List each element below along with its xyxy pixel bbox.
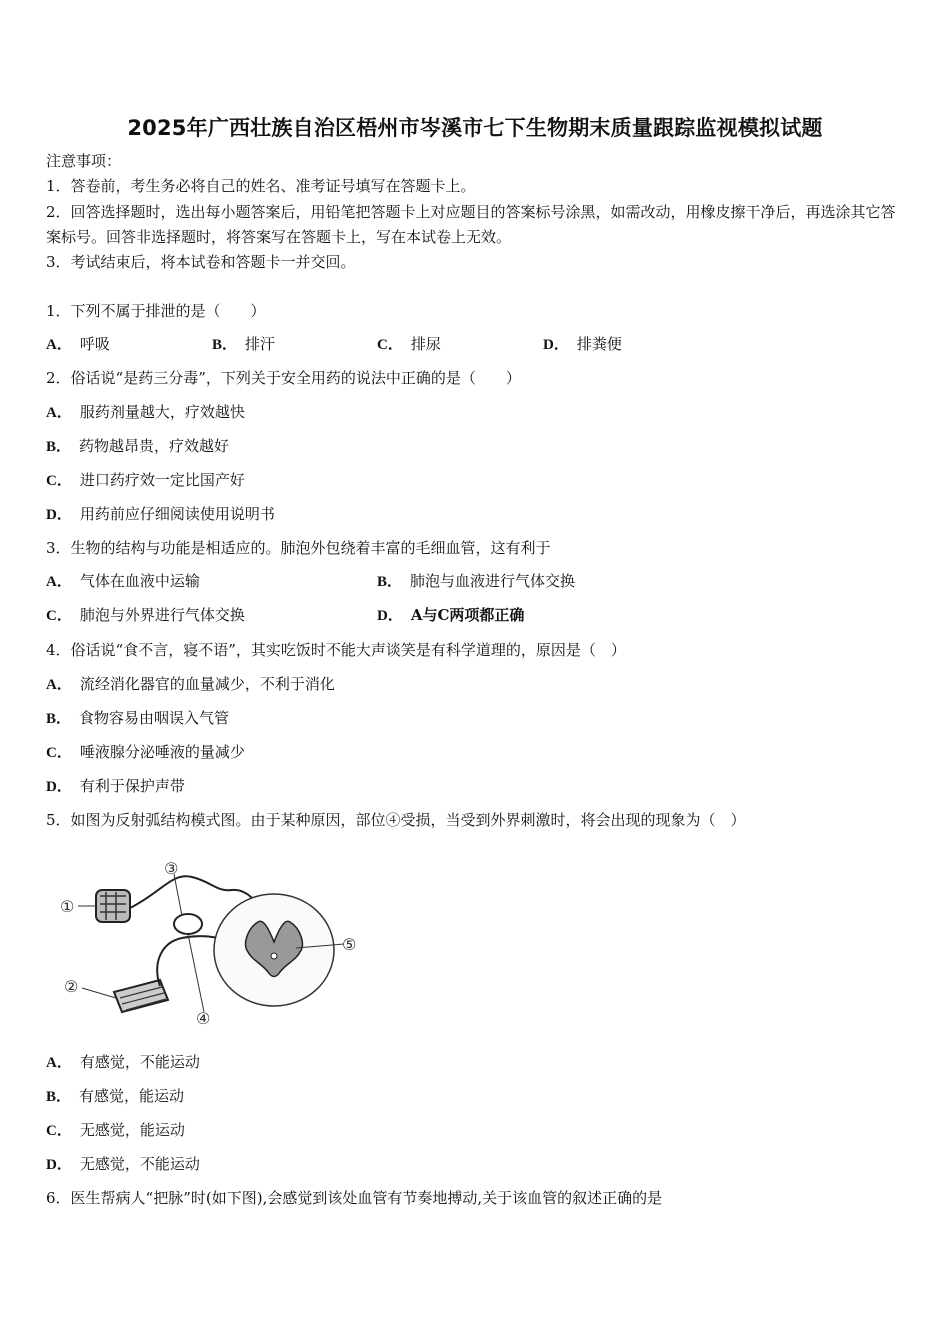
question-6-stem: 6．医生帮病人“把脉”时(如下图),会感觉到该处血管有节奏地搏动,关于该血管的叙述正确的是	[46, 1189, 663, 1207]
figure-label-2: ②	[64, 977, 79, 996]
option-label: C．	[46, 608, 72, 624]
question-3-option-a	[46, 570, 200, 593]
question-2-option-b	[46, 435, 229, 458]
option-text: 无感觉，能运动	[79, 1121, 185, 1139]
option-text: 有感觉，能运动	[79, 1087, 185, 1105]
option-text: 药物越昂贵，疗效越好	[79, 437, 230, 455]
question-5-option-c	[46, 1119, 185, 1142]
option-text: A与C两项都正确	[410, 606, 525, 624]
option-label: D．	[46, 1157, 72, 1173]
option-label: B．	[377, 574, 403, 590]
option-text: 呼吸	[79, 335, 110, 353]
option-text: 排粪便	[576, 335, 622, 353]
question-5-stem: 5．如图为反射弧结构模式图。由于某种原因，部位④受损，当受到外界刺激时，将会出现的现象为（ ）	[46, 811, 746, 829]
figure-label-3: ③	[164, 859, 179, 878]
option-text: 有感觉，不能运动	[79, 1053, 200, 1071]
question-3-option-c	[46, 604, 245, 627]
question-3-stem: 3．生物的结构与功能是相适应的。肺泡外包绕着丰富的毛细血管，这有利于	[46, 539, 551, 557]
question-4-option-a	[46, 673, 335, 696]
option-text: 服药剂量越大，疗效越快	[79, 403, 245, 421]
notice-item-1: 1．答卷前，考生务必将自己的姓名、准考证号填写在答题卡上。	[46, 177, 476, 195]
question-2-option-c	[46, 469, 245, 492]
option-label: C．	[46, 1123, 72, 1139]
question-3-option-b	[377, 570, 575, 593]
reflex-arc-diagram	[52, 852, 364, 1032]
question-1-option-d	[543, 333, 622, 356]
option-text: 流经消化器官的血量减少，不利于消化	[79, 675, 335, 693]
option-text: 排尿	[410, 335, 441, 353]
question-5-option-b	[46, 1085, 184, 1108]
option-text: 肺泡与外界进行气体交换	[79, 606, 245, 624]
option-label: B．	[46, 711, 72, 727]
option-text: 有利于保护声带	[79, 777, 185, 795]
question-5-option-d	[46, 1153, 200, 1176]
question-4-option-c	[46, 741, 245, 764]
option-label: D．	[377, 608, 403, 624]
figure-label-5: ⑤	[342, 935, 357, 954]
notice-item-3: 3．考试结束后，将本试卷和答题卡一并交回。	[46, 253, 356, 271]
option-label: C．	[377, 337, 403, 353]
question-2-option-d	[46, 503, 275, 526]
figure-label-4: ④	[196, 1009, 211, 1028]
option-label: D．	[46, 507, 72, 523]
question-5-option-a	[46, 1051, 200, 1074]
option-text: 进口药疗效一定比国产好	[79, 471, 245, 489]
option-text: 气体在血液中运输	[79, 572, 200, 590]
option-label: B．	[46, 439, 72, 455]
notice-item-2: 2．回答选择题时，选出每小题答案后，用铅笔把答题卡上对应题目的答案标号涂黑，如需改动，用橡皮擦干净后，再选涂其它答案标号。回答非选择题时，将答案写在答题卡上，写在本试卷上无效。	[46, 203, 896, 246]
option-label: C．	[46, 473, 72, 489]
option-text: 唾液腺分泌唾液的量减少	[79, 743, 245, 761]
question-1-stem: 1．下列不属于排泄的是（ ）	[46, 302, 266, 320]
option-text: 肺泡与血液进行气体交换	[410, 572, 576, 590]
option-label: A．	[46, 574, 72, 590]
option-label: B．	[46, 1089, 72, 1105]
option-label: B．	[212, 337, 238, 353]
question-2-option-a	[46, 401, 245, 424]
question-4-stem: 4．俗话说“食不言，寝不语”，其实吃饭时不能大声谈笑是有科学道理的，原因是（ ）	[46, 641, 626, 659]
notice-heading: 注意事项：	[46, 152, 122, 170]
option-label: C．	[46, 745, 72, 761]
option-text: 用药前应仔细阅读使用说明书	[79, 505, 275, 523]
question-1-option-a	[46, 333, 110, 356]
option-text: 无感觉，不能运动	[79, 1155, 200, 1173]
question-1-option-c	[377, 333, 441, 356]
page-title: 2025年广西壮族自治区梧州市岑溪市七下生物期末质量跟踪监视模拟试题	[127, 116, 823, 140]
figure-label-1: ①	[60, 897, 75, 916]
option-label: D．	[46, 779, 72, 795]
option-label: A．	[46, 337, 72, 353]
question-3-option-d	[377, 604, 524, 627]
question-4-option-d	[46, 775, 185, 798]
option-text: 排汗	[245, 335, 276, 353]
question-4-option-b	[46, 707, 229, 730]
option-label: A．	[46, 405, 72, 421]
question-1-option-b	[212, 333, 275, 356]
option-label: D．	[543, 337, 569, 353]
question-2-stem: 2．俗话说“是药三分毒”，下列关于安全用药的说法中正确的是（ ）	[46, 369, 521, 387]
option-text: 食物容易由咽误入气管	[79, 709, 230, 727]
spinal-cord	[214, 894, 334, 1006]
receptor-skin	[96, 890, 130, 922]
option-label: A．	[46, 1055, 72, 1071]
option-label: A．	[46, 677, 72, 693]
